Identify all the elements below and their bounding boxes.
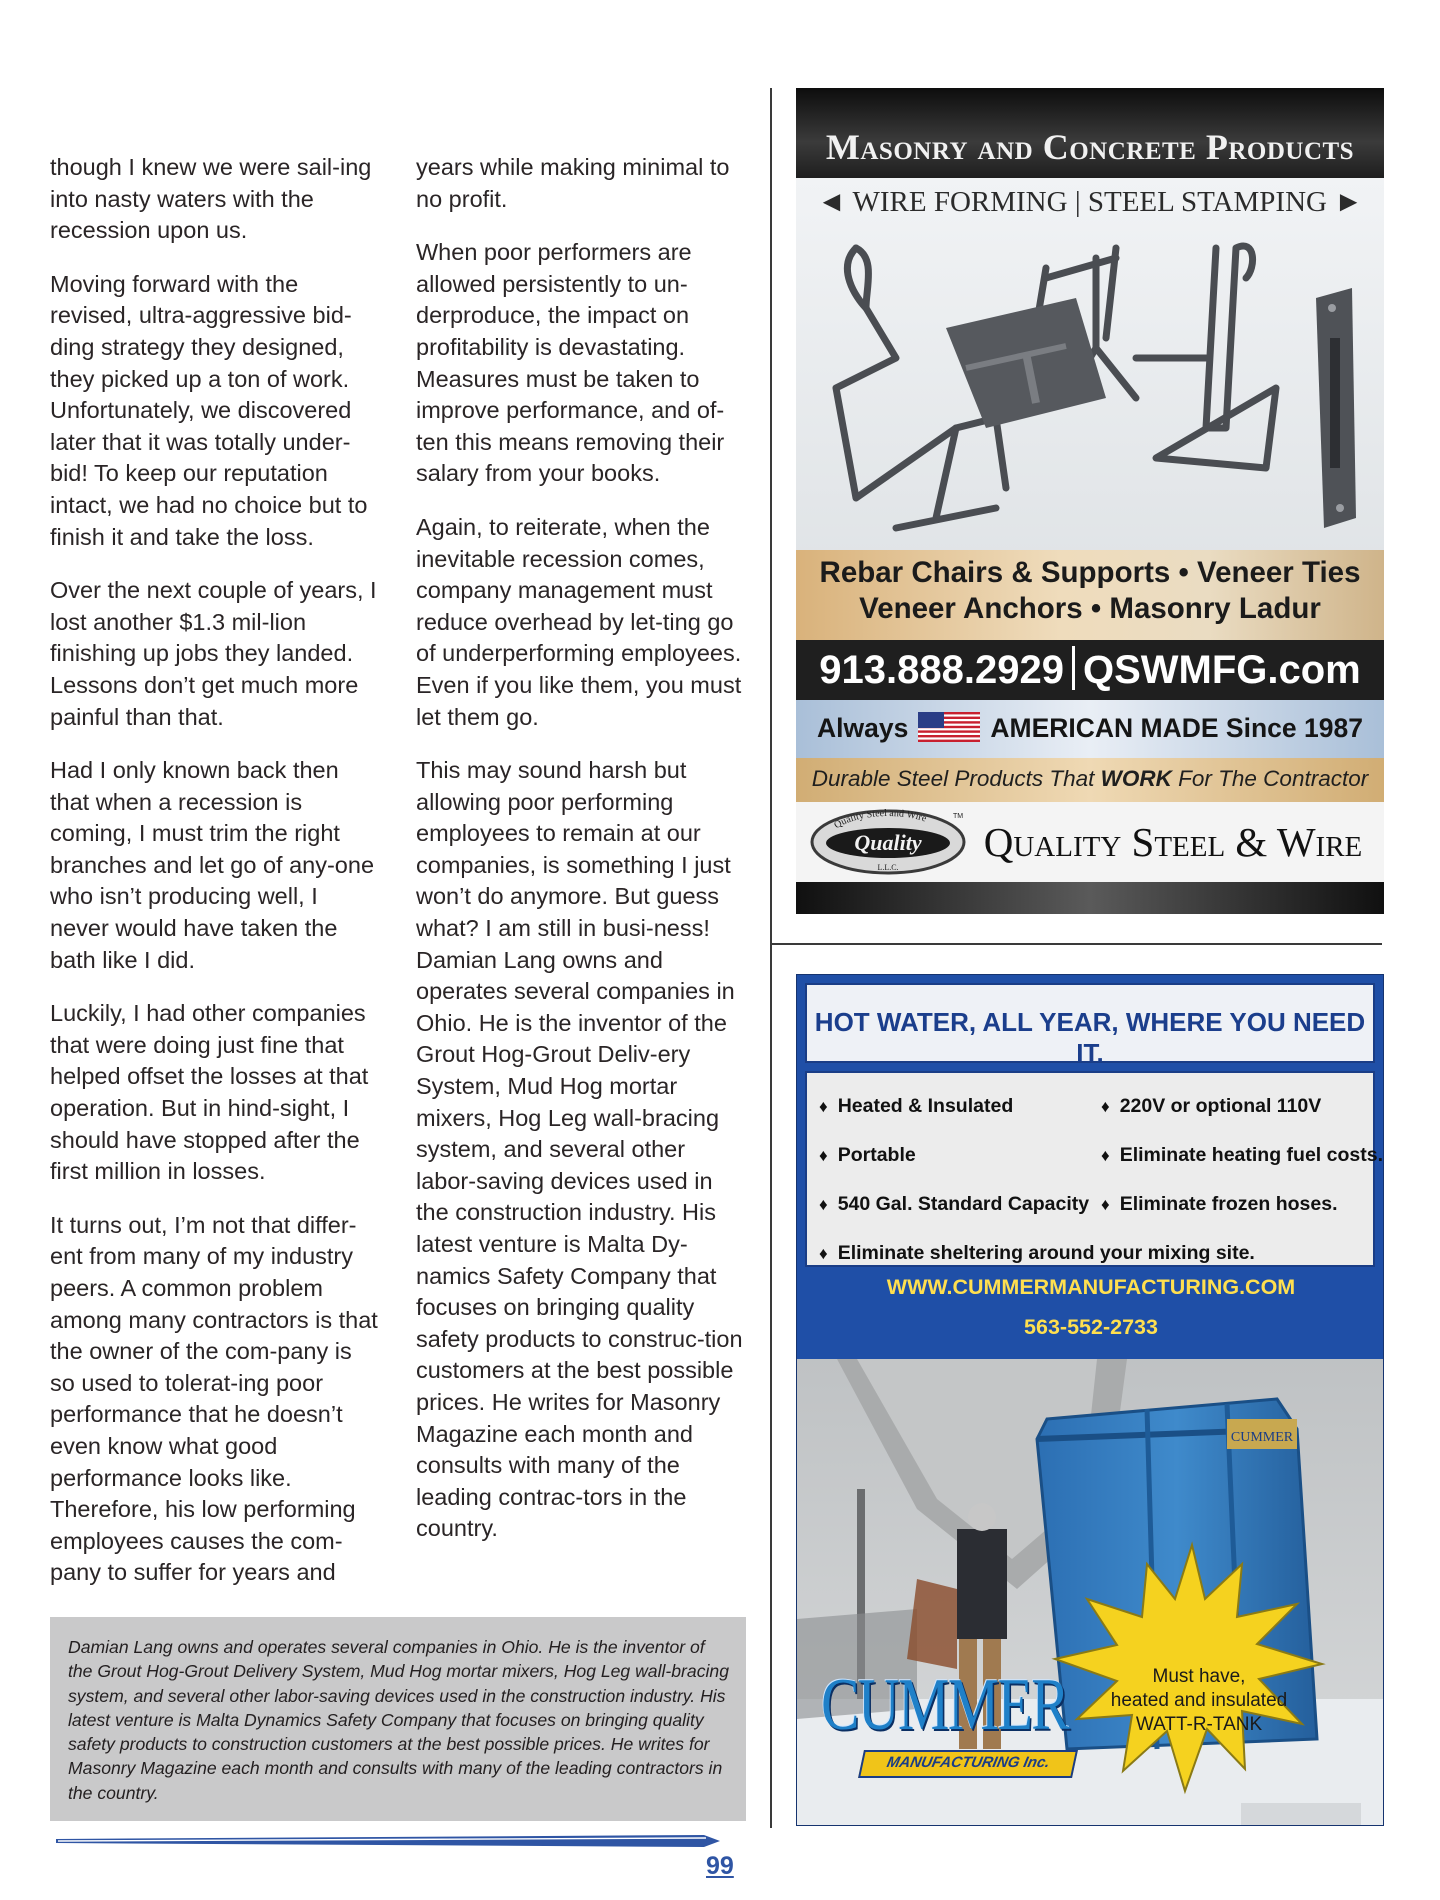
- ad-cummer-manufacturing[interactable]: [796, 974, 1384, 1826]
- tagline-post: For The Contractor: [1171, 766, 1369, 791]
- phone-number[interactable]: 913.888.2929: [819, 648, 1064, 692]
- phone-number[interactable]: 563-552-2733: [1024, 1315, 1158, 1339]
- bullet-icon: ♦: [819, 1244, 828, 1263]
- paragraph: Again, to reiterate, when the inevitable recession comes, company management must reduce overhead by let-ting go of underperforming employees. Even if you like them, you must let them go.: [416, 513, 742, 730]
- quality-badge-logo: [808, 808, 968, 876]
- features-box: [805, 1071, 1383, 1267]
- american-made-line: [796, 712, 1384, 744]
- author-bio-box: [50, 1617, 746, 1821]
- ad-headline: HOT WATER, ALL YEAR, WHERE YOU NEED IT.: [814, 1007, 1366, 1068]
- contact-separator: [1072, 646, 1075, 690]
- bullet-icon: ♦: [1101, 1097, 1110, 1116]
- feature-item: ♦ Heated & Insulated: [819, 1095, 1014, 1117]
- starburst-text: [1079, 1665, 1319, 1737]
- starburst-line: WATT-R-TANK: [1135, 1714, 1263, 1735]
- products-line: Veneer Anchors • Masonry Ladur: [859, 592, 1321, 625]
- paragraph: Moving forward with the revised, ultra-aggressive bid-ding strategy they designed, they picked up a ton of work. Unfortunately, we discovered later that it was totally under-bid! To keep our reputation intact, we had no choice but to finish it and take the loss.: [50, 270, 368, 550]
- paragraph: though I knew we were sail-ing into nasty waters with the recession upon us.: [50, 154, 372, 244]
- badge-tm: TM: [952, 813, 964, 820]
- feature-item: ♦ Portable: [819, 1144, 916, 1166]
- company-name: Quality Steel & Wire: [983, 819, 1363, 865]
- cummer-logo: CUMMER: [821, 1664, 1069, 1746]
- website-link[interactable]: WWW.CUMMERMANUFACTURING.COM: [886, 1275, 1296, 1299]
- page-number: 99: [706, 1852, 734, 1880]
- feature-item: ♦ Eliminate heating fuel costs.: [1101, 1144, 1383, 1166]
- headline-box: [805, 983, 1375, 1068]
- bullet-icon: ♦: [819, 1146, 828, 1165]
- tagline-bold: WORK: [1100, 766, 1172, 791]
- ad-footer-band: [796, 882, 1384, 914]
- bullet-icon: ♦: [1101, 1146, 1110, 1165]
- article-column-right: [416, 152, 746, 1567]
- feature-item: ♦ 220V or optional 110V: [1101, 1095, 1322, 1117]
- tagline: [796, 766, 1384, 792]
- feature-item: ♦ Eliminate sheltering around your mixing site.: [819, 1242, 1255, 1264]
- article-column-left: [50, 152, 380, 1611]
- ad-title: Masonry and Concrete Products: [825, 127, 1355, 167]
- paragraph: It turns out, I’m not that differ-ent from many of my industry peers. A common problem among many contractors is that the owner of the com-pany is so used to tolerat-ing poor performance that he doesn’t even know what good performance looks like. Therefore, his low performing employees causes the com-pany to suffer for years and: [50, 1211, 378, 1586]
- paragraph: When poor performers are allowed persistently to un-derproduce, the impact on profitability is devastating. Measures must be taken to improve performance, and of-ten this means removing their salary from your books.: [416, 239, 725, 487]
- feature-item: ♦ 540 Gal. Standard Capacity: [819, 1193, 1090, 1215]
- starburst-line: heated and insulated: [1110, 1690, 1288, 1711]
- ad-quality-steel-wire[interactable]: [796, 88, 1384, 914]
- starburst-line: Must have,: [1152, 1666, 1246, 1687]
- footer-swoosh: [56, 1830, 720, 1852]
- column-divider: [770, 88, 772, 1828]
- ad-divider: [770, 943, 1382, 945]
- badge-llc: L.L.C.: [877, 863, 899, 872]
- website-link[interactable]: QSWMFG.com: [1082, 648, 1361, 692]
- ad-subtitle: ◄ WIRE FORMING | STEEL STAMPING ►: [817, 186, 1363, 218]
- author-bio-text: Damian Lang owns and operates several companies in Ohio. He is the inventor of the Grout Hog-Grout Delivery System, Mud Hog mortar mixers, Hog Leg wall-bracing system, and several other labor-saving devices used in the construction industry. His latest venture is Malta Dynamics Safety Company that focuses on bringing quality safety products to construction customers at the best possible prices. He writes for Masonry Magazine each month and consults with many of the leading contractors in the country.: [68, 1637, 729, 1803]
- badge-arc-text: Quality Steel and Wire: [832, 808, 928, 832]
- bullet-icon: ♦: [819, 1097, 828, 1116]
- paragraph: Over the next couple of years, I lost another $1.3 mil-lion finishing up jobs they landed. Lessons don’t get much more painful than that.: [50, 577, 377, 730]
- tagline-pre: Durable Steel Products That: [811, 766, 1101, 791]
- feature-item: ♦ Eliminate frozen hoses.: [1101, 1193, 1338, 1215]
- contact-line: [796, 641, 1384, 699]
- bullet-icon: ♦: [819, 1195, 828, 1214]
- cummer-logo-sub: MANUFACTURING Inc.: [858, 1750, 1078, 1778]
- products-line: Rebar Chairs & Supports • Veneer Ties: [819, 556, 1361, 589]
- us-flag-icon: [918, 712, 980, 742]
- paragraph: This may sound harsh but allowing poor performing employees to remain at our companies, is something I just won’t do anymore. But guess what? I am still in busi-ness! Damian Lang owns and operates several companies in Ohio. He is the inventor of the Grout Hog-Grout Deliv-ery System, Mud Hog mortar mixers, Hog Leg wall-bracing system, and several other labor-saving devices used in the construction industry. His latest venture is Malta Dy-namics Safety Company that focuses on bringing quality safety products to construc-tion customers at the best possible prices. He writes for Masonry Magazine each month and consults with many of the leading contrac-tors in the country.: [416, 757, 743, 1542]
- paragraph: Luckily, I had other companies that were doing just fine that helped offset the losses at that operation. But in hind-sight, I should have stopped after the first million in losses.: [50, 1000, 369, 1185]
- bullet-icon: ♦: [1101, 1195, 1110, 1214]
- paragraph: Had I only known back then that when a recession is coming, I must trim the right branches and let go of any-one who isn’t producing well, I never would have taken the bath like I did.: [50, 757, 375, 973]
- tank-label: CUMMER: [1230, 1430, 1294, 1445]
- american-made-text: AMERICAN MADE Since 1987: [990, 713, 1363, 743]
- badge-word: Quality: [854, 830, 922, 855]
- always-text: Always: [817, 713, 909, 743]
- paragraph: years while making minimal to no profit.: [416, 154, 730, 212]
- products-list: [796, 555, 1384, 627]
